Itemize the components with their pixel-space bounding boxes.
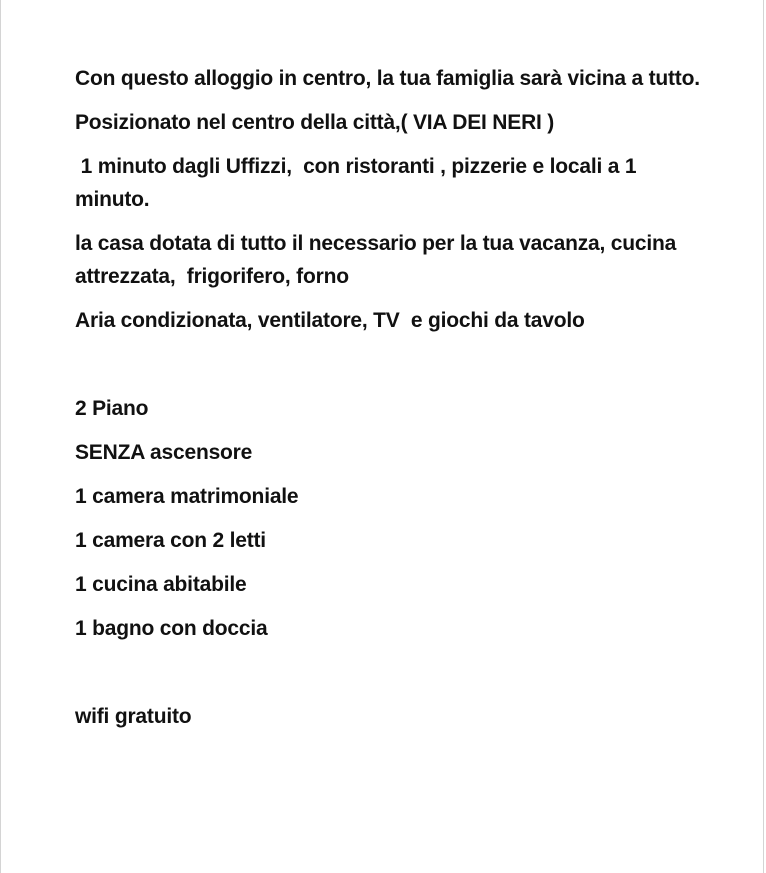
blank-line [75, 656, 715, 700]
blank-line [75, 348, 715, 392]
detail-kitchen: 1 cucina abitabile [75, 573, 247, 596]
paragraph-proximity: 1 minuto dagli Uffizzi, con ristoranti , pizzerie e locali a 1 minuto. [75, 155, 642, 211]
paragraph-location: Posizionato nel centro della città,( VIA DEI NERI ) [75, 111, 555, 134]
detail-bathroom: 1 bagno con doccia [75, 617, 268, 640]
detail-double-bedroom: 1 camera matrimoniale [75, 485, 299, 508]
paragraph-intro: Con questo alloggio in centro, la tua famiglia sarà vicina a tutto. [75, 67, 700, 90]
paragraph-amenities: Aria condizionata, ventilatore, TV e giochi da tavolo [75, 309, 585, 332]
paragraph-equipment: la casa dotata di tutto il necessario per la tua vacanza, cucina attrezzata, frigorifero, forno [75, 232, 682, 288]
detail-wifi: wifi gratuito [75, 705, 192, 728]
detail-elevator: SENZA ascensore [75, 441, 253, 464]
detail-floor: 2 Piano [75, 397, 149, 420]
detail-twin-bedroom: 1 camera con 2 letti [75, 529, 266, 552]
document-body [75, 62, 715, 744]
